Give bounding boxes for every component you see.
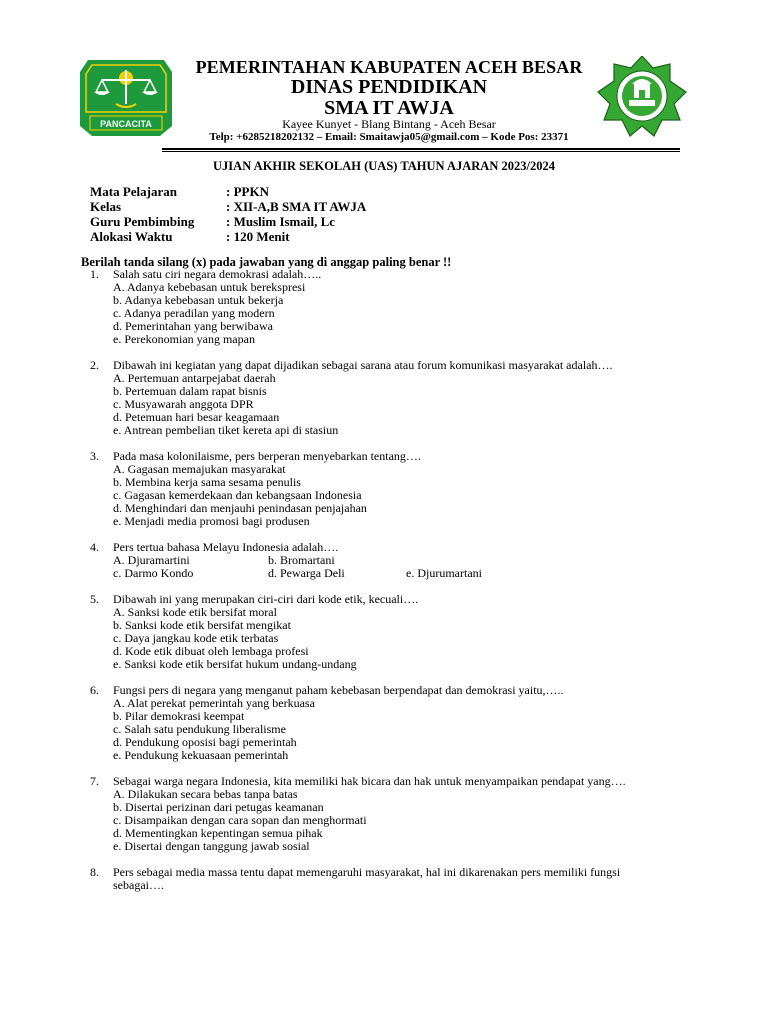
- answer-option: A. Sanksi kode etik bersifat moral: [113, 605, 277, 619]
- answer-option: d. Pendukung oposisi bagi pemerintah: [113, 735, 297, 749]
- answer-option: b. Bromartani: [268, 553, 335, 567]
- answer-option: e. Antrean pembelian tiket kereta api di stasiun: [113, 423, 339, 437]
- question-number: 5.: [90, 592, 99, 606]
- exam-info-value: : Muslim Ismail, Lc: [226, 214, 336, 229]
- answer-option: e. Perekonomian yang mapan: [113, 332, 255, 346]
- question-number: 8.: [90, 865, 99, 879]
- answer-option: b. Membina kerja sama sesama penulis: [113, 475, 301, 489]
- answer-option: c. Gagasan kemerdekaan dan kebangsaan Indonesia: [113, 488, 362, 502]
- exam-title: UJIAN AKHIR SEKOLAH (UAS) TAHUN AJARAN 2023/2024: [213, 159, 555, 173]
- letterhead-contact: Telp: +6285218202132 – Email: Smaitawja05@gmail.com – Kode Pos: 23371: [209, 131, 569, 143]
- question-number: 7.: [90, 774, 99, 788]
- question-text: Dibawah ini yang merupakan ciri-ciri dari kode etik, kecuali….: [113, 592, 419, 606]
- answer-option: A. Gagasan memajukan masyarakat: [113, 462, 286, 476]
- letterhead-address: Kayee Kunyet - Blang Bintang - Aceh Besar: [282, 117, 496, 131]
- answer-option: c. Musyawarah anggota DPR: [113, 397, 254, 411]
- exam-instruction: Berilah tanda silang (x) pada jawaban yang di anggap paling benar !!: [81, 255, 452, 269]
- answer-option: A. Alat perekat pemerintah yang berkuasa: [113, 696, 315, 710]
- answer-options: [90, 281, 650, 346]
- answer-option: d. Menghindari dan menjauhi penindasan penjajahan: [113, 501, 367, 515]
- answer-option: b. Pertemuan dalam rapat bisnis: [113, 384, 267, 398]
- exam-info-row: [90, 214, 366, 229]
- answer-option: b. Pilar demokrasi keempat: [113, 709, 245, 723]
- answer-option: A. Adanya kebebasan untuk berekspresi: [113, 280, 306, 294]
- question-text: Fungsi pers di negara yang menganut paham kebebasan berpendapat dan demokrasi yaitu,…..: [113, 683, 564, 697]
- answer-option: A. Dilakukan secara bebas tanpa batas: [113, 787, 298, 801]
- answer-options: [90, 788, 650, 853]
- question-number: 6.: [90, 683, 99, 697]
- question-text: Pers tertua bahasa Melayu Indonesia adalah….: [113, 540, 339, 554]
- exam-info-label: Kelas: [90, 199, 122, 214]
- exam-info-label: Mata Pelajaran: [90, 184, 178, 199]
- answer-option: e. Djurumartani: [406, 566, 482, 580]
- letterhead-divider: [162, 148, 680, 150]
- question-item: [90, 359, 650, 437]
- question-item: [90, 593, 650, 671]
- answer-options: [90, 372, 650, 437]
- question-item: [90, 541, 650, 580]
- question-number: 2.: [90, 358, 99, 372]
- question-item: [90, 450, 650, 528]
- left-logo-text: PANCACITA: [100, 119, 152, 129]
- letterhead-department: DINAS PENDIDIKAN: [290, 76, 488, 98]
- answer-option: d. Pewarga Deli: [268, 566, 345, 580]
- answer-option: c. Daya jangkau kode etik terbatas: [113, 631, 279, 645]
- question-text: Pada masa kolonilaisme, pers berperan menyebarkan tentang….: [113, 449, 421, 463]
- answer-option: c. Disampaikan dengan cara sopan dan menghormati: [113, 813, 367, 827]
- question-item: [90, 684, 650, 762]
- question-item: [90, 775, 650, 853]
- question-list: [90, 268, 650, 905]
- answer-option: A. Pertemuan antarpejabat daerah: [113, 371, 276, 385]
- exam-info-value: : XII-A,B SMA IT AWJA: [226, 199, 367, 214]
- answer-option: e. Disertai dengan tanggung jawab sosial: [113, 839, 310, 853]
- exam-info: [90, 184, 366, 244]
- exam-info-label: Guru Pembimbing: [90, 214, 195, 229]
- letterhead-government: PEMERINTAHAN KABUPATEN ACEH BESAR: [195, 57, 583, 77]
- question-text: Dibawah ini kegiatan yang dapat dijadikan sebagai sarana atau forum komunikasi masyarakat adalah….: [113, 358, 613, 372]
- exam-info-value: : PPKN: [226, 184, 269, 199]
- question-text: Salah satu ciri negara demokrasi adalah…..: [113, 267, 322, 281]
- letterhead-divider-thin: [162, 151, 680, 152]
- answer-options: [90, 463, 650, 528]
- question-number: 3.: [90, 449, 99, 463]
- question-item: [90, 866, 650, 892]
- question-text: Pers sebagai media massa tentu dapat memengaruhi masyarakat, hal ini dikarenakan pers memiliki fungsi sebagai….: [113, 865, 621, 892]
- answer-option: b. Disertai perizinan dari petugas keamanan: [113, 800, 324, 814]
- answer-option: d. Mementingkan kepentingan semua pihak: [113, 826, 323, 840]
- answer-option: A. Djuramartini: [113, 553, 190, 567]
- exam-info-row: [90, 229, 366, 244]
- answer-option: e. Pendukung kekuasaan pemerintah: [113, 748, 289, 762]
- answer-option: d. Pemerintahan yang berwibawa: [113, 319, 273, 333]
- answer-option: c. Darmo Kondo: [113, 566, 194, 580]
- answer-option: c. Adanya peradilan yang modern: [113, 306, 275, 320]
- exam-info-label: Alokasi Waktu: [90, 229, 173, 244]
- exam-info-value: : 120 Menit: [226, 229, 290, 244]
- question-item: [90, 268, 650, 346]
- answer-options: [90, 697, 650, 762]
- answer-option: b. Sanksi kode etik bersifat mengikat: [113, 618, 291, 632]
- question-number: 4.: [90, 540, 99, 554]
- question-text: Sebagai warga negara Indonesia, kita memiliki hak bicara dan hak untuk menyampaikan pendapat yang….: [113, 774, 626, 788]
- answer-option: c. Salah satu pendukung liberalisme: [113, 722, 286, 736]
- answer-option: b. Adanya kebebasan untuk bekerja: [113, 293, 284, 307]
- exam-info-row: [90, 199, 366, 214]
- question-number: 1.: [90, 267, 99, 281]
- answer-options: [90, 606, 650, 671]
- answer-options: [90, 554, 650, 580]
- answer-option: d. Kode etik dibuat oleh lembaga profesi: [113, 644, 309, 658]
- answer-option: e. Sanksi kode etik bersifat hukum undang-undang: [113, 657, 357, 671]
- answer-option: e. Menjadi media promosi bagi produsen: [113, 514, 310, 528]
- answer-option: d. Petemuan hari besar keagamaan: [113, 410, 280, 424]
- letterhead-school-name: SMA IT AWJA: [324, 97, 454, 119]
- exam-info-row: [90, 184, 366, 199]
